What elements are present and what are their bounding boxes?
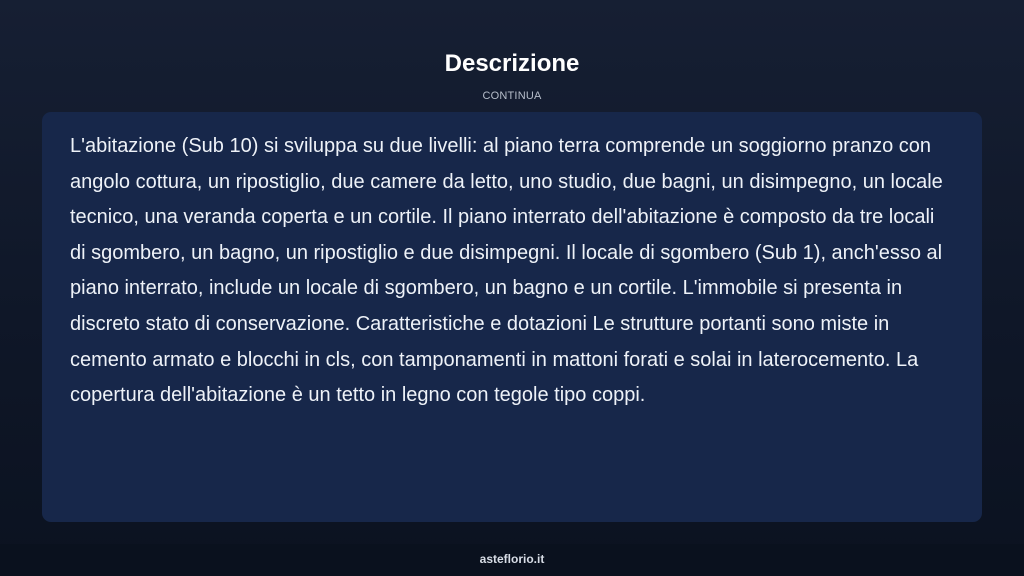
- header: [0, 49, 1024, 103]
- page-title: Descrizione: [444, 50, 580, 77]
- continued-label: CONTINUA: [482, 90, 542, 102]
- description-text: L'abitazione (Sub 10) si sviluppa su due livelli: al piano terra comprende un soggiorno pranzo con angolo cottura, un ripostiglio, due camere da letto, uno studio, due bagni, un disimpegno, un locale tecnico, una veranda coperta e un cortile. Il piano interrato dell'abitazione è composto da tre locali di sgombero, un bagno, un ripostiglio e due disimpegni. Il locale di sgombero (Sub 1), anch'esso al piano interrato, include un locale di sgombero, un bagno e un cortile. L'immobile si presenta in discreto stato di conservazione. Caratteristiche e dotazioni Le strutture portanti sono miste in cemento armato e blocchi in cls, con tamponamenti in mattoni forati e solai in laterocemento. La copertura dell'abitazione è un tetto in legno con tegole tipo coppi.: [70, 135, 943, 407]
- site-name: asteflorio.it: [479, 552, 545, 566]
- description-card: [42, 112, 982, 522]
- footer: [0, 544, 1024, 576]
